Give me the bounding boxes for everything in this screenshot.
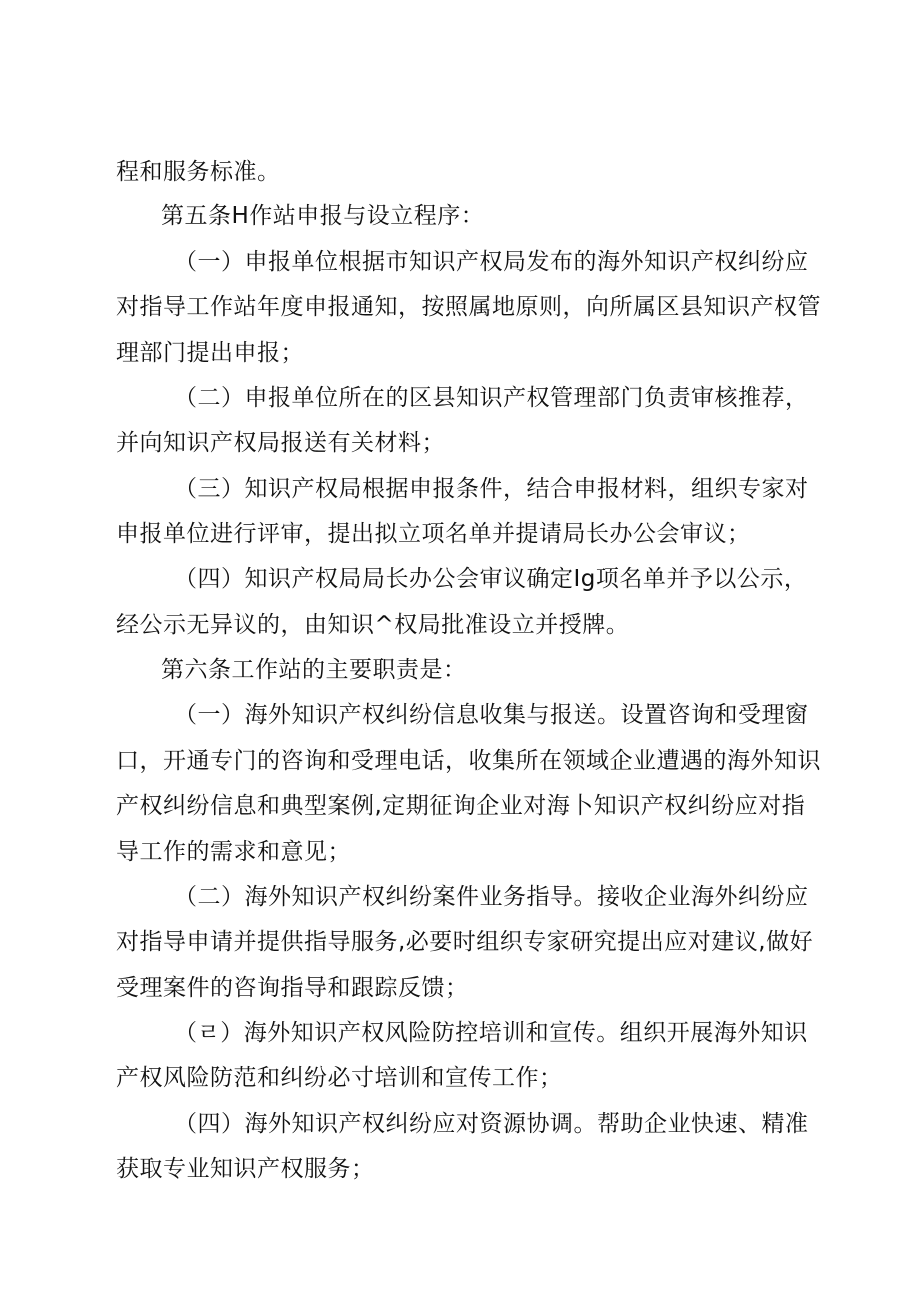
text-line: 经公示无异议的，由知识^权局批准设立并授牌。 — [116, 612, 630, 638]
text-line: 获取专业知识产权服务； — [116, 1156, 375, 1182]
text-line: （一）海外知识产权纠纷信息收集与报送。设置咨询和受理窗 — [174, 702, 809, 728]
text-line: 申报单位进行评审，提出拟立项名单并提请局长办公会审议； — [116, 521, 751, 547]
text-line: （ㄹ）海外知识产权风险防控培训和宣传。组织开展海外知识 — [174, 1020, 808, 1046]
text-line: （四）知识产权局局长办公会审议确定Ig项名单并予以公示， — [174, 566, 808, 592]
text-line: （二）海外知识产权纠纷案件业务指导。接收企业海外纠纷应 — [174, 884, 809, 910]
text-line: 并向知识产权局报送有关材料； — [116, 430, 445, 456]
text-line: 产权纠纷信息和典型案例,定期征询企业对海卜知识产权纠纷应对指 — [116, 793, 806, 819]
text-line: 口，开通专门的咨询和受理电话，收集所在领域企业遭遇的海外知识 — [116, 748, 821, 774]
text-line: （一）申报单位根据市知识产权局发布的海外知识产权纠纷应 — [174, 249, 809, 275]
text-line: 产权风险防范和纠纷必寸培训和宣传工作； — [116, 1065, 563, 1091]
text-line: 对指导工作站年度申报通知，按照属地原则，向所属区县知识产权管 — [116, 294, 821, 320]
section-heading: 第五条H作站申报与设立程序： — [161, 203, 485, 229]
text-line: 受理案件的咨询指导和跟踪反馈； — [116, 975, 469, 1001]
text-line: 对指导申请并提供指导服务,必要时组织专家研究提出应对建议,做好 — [116, 929, 814, 955]
text-line: （二）申报单位所在的区县知识产权管理部门负责审核推荐， — [174, 385, 809, 411]
text-line: 程和服务标准。 — [116, 159, 281, 185]
text-line: （三）知识产权局根据申报条件，结合申报材料，组织专家对 — [174, 476, 809, 502]
text-line: （四）海外知识产权纠纷应对资源协调。帮助企业快速、精准 — [174, 1111, 809, 1137]
text-line: 导工作的需求和意见； — [116, 839, 351, 865]
text-line: 理部门提出申报； — [116, 340, 304, 366]
section-heading: 第六条工作站的主要职责是： — [161, 657, 467, 683]
